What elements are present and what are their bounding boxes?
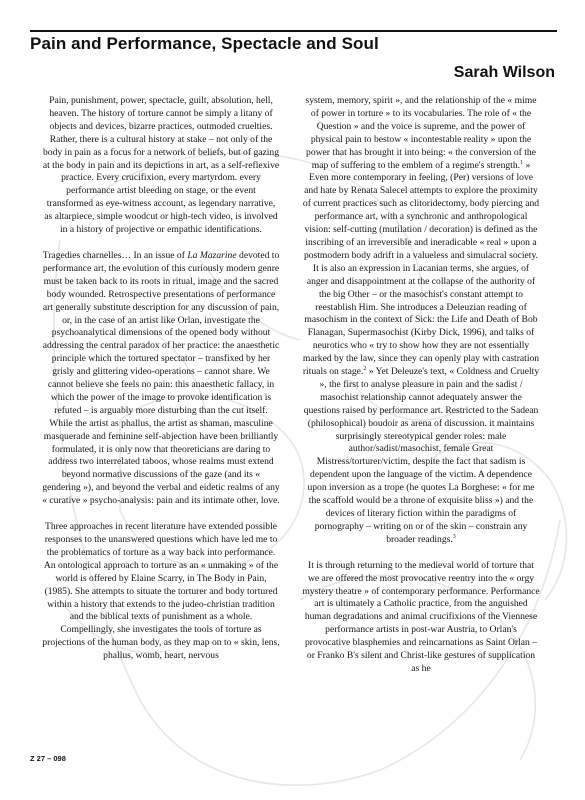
paragraph: Three approaches in recent literature have extended possible responses to the unanswered questions which have led me to the problematics of torture as a way back into performance. An ontological approach to torture as an « unmaking » of the world is offered by Elaine Scarry, in The Body in Pain, (1985). She attempts to situate the torturer and body tortured within a history that extends to the judeo-christian tradition and the biblical texts of punishment as a whole. Compellingly, she investigates the tools of torture as projections of the human body, as they map on to « skin, lens, phallus, womb, heart, nervous [42, 521, 280, 662]
header-rule [30, 30, 557, 32]
text-column-right [302, 95, 540, 689]
footnote-marker: 3 [452, 533, 456, 540]
paragraph: Tragedies charnelles… In an issue of La Mazarine devoted to performance art, the evolution of this curiously modern genre must be taken back to its roots in ritual, image and the sacred body wounded. Retrospective presentations of performance art generally substitute description for any discussion of pain, or, in the case of an artist like Orlan, investigate the psychoanalytical dimensions of the opened body without addressing the central paradox of her practice: the anaesthetic principle which the tortured spectator – transfixed by her grisly and glittering video-operations – cannot share. We cannot believe she feels no pain: this anaesthetic fallacy, in which the power of the image to provoke identification is refuted – is arguably more disturbing than the cut itself. While the artist as phallus, the artist as shaman, masculine masquerade and feminine self-abjection have been brilliantly formulated, it is only now that theoreticians are daring to address two interrelated taboos, whose realms must extend beyond normative discussions of the gaze (and its « gendering »), and beyond the verbal and eidetic realms of any « curative » psycho-analysis: pain and its intimate other, love. [42, 249, 280, 507]
paragraph: It is through returning to the medieval world of torture that we are offered the most provocative reentry into the « orgy mystery theatre » of contemporary performance. Performance art is ultimately a Catholic practice, from the anguished human degradations and animal crucifixions of the Viennese performance artists in post-war Austria, to Orlan's provocative blasphemies and reincarnations as Saint Orlan – or Franko B's silent and Christ-like gestures of supplication as he [302, 559, 540, 674]
article-title: Pain and Performance, Spectacle and Soul [30, 34, 379, 53]
footnote-marker: 1 [520, 159, 524, 166]
paragraph: Pain, punishment, power, spectacle, guilt, absolution, hell, heaven. The history of torture cannot be simply a litany of objects and devices, bizarre practices, outmoded cruelties. Rather, there is a cultural history at stake – not only of the body in pain as a focus for a network of beliefs, but of gazing at the body in pain and its depictions in art, as a self-reflexive practice. Every crucifixion, every martyrdom. every performance artist bleeding on stage, or the event transformed as eye-witness account, as legendary narrative, as altarpiece, simple woodcut or high-tech video, is involved in a history of projective or empathic identifications. [42, 95, 280, 236]
footnote-marker: 2 [363, 365, 367, 372]
magazine-title: La Mazarine [187, 249, 237, 261]
page-number: Z 27 – 098 [30, 754, 66, 763]
paragraph: system, memory, spirit », and the relationship of the « mime of power in torture » to its vocabularies. The role of « the Question » and the voice is supreme, and the power of physical pain to bestow « incontestable reality » upon the power that has brought it into being: « the conversion of the map of suffering to the emblem of a regime's strength.$^1$ » Even more contemporary in feeling, (Per) versions of love and hate by Renata Salecel attempts to explore the proximity of current practices such as clitoridectomy, body piercing and performance art, with a synchronic and anthropological vision: self-cutting (mutilation / decoration) is defined as the inscribing of an irreversible and ineradicable « real » upon a postmodern body adrift in a valueless and simulacral society. It is also an expression in Lacanian terms, she argues, of anger and disappointment at the collapse of the authority of the big Other – or the masochist's constant attempt to reestablish Him. She introduces a Deleuzian reading of masochism in the context of Sick: the Life and Death of Bob Flanagan, Supermasochist (Kirby Dick, 1996), and talks of neurotics who « try to show how they are not essentially marked by the law, since they can openly play with castration rituals on stage.$^2$ » Yet Deleuze's text, « Coldness and Cruelty », the first to analyse pleasure in pain and the sadist / masochist relationship cannot adequately answer the questions raised by performance art. Restricted to the Sadean (philosophical) boudoir as arena of discussion. it maintains surprisingly stereotypical gender roles: male author/sadist/masochist, female Great Mistress/torturer/victim, despite the fact that sadism is dependent upon the language of the victim. A dependence upon inversion as a trope (he quotes La Borghese: « for me the scaffold would be a throne of exquisite bliss ») and the devices of literary fiction within the paradigms of pornography – writing on or of the skin – constrain any broader readings.$^3$ [302, 95, 540, 545]
article-author: Sarah Wilson [453, 64, 555, 81]
text-column-left [42, 95, 280, 676]
